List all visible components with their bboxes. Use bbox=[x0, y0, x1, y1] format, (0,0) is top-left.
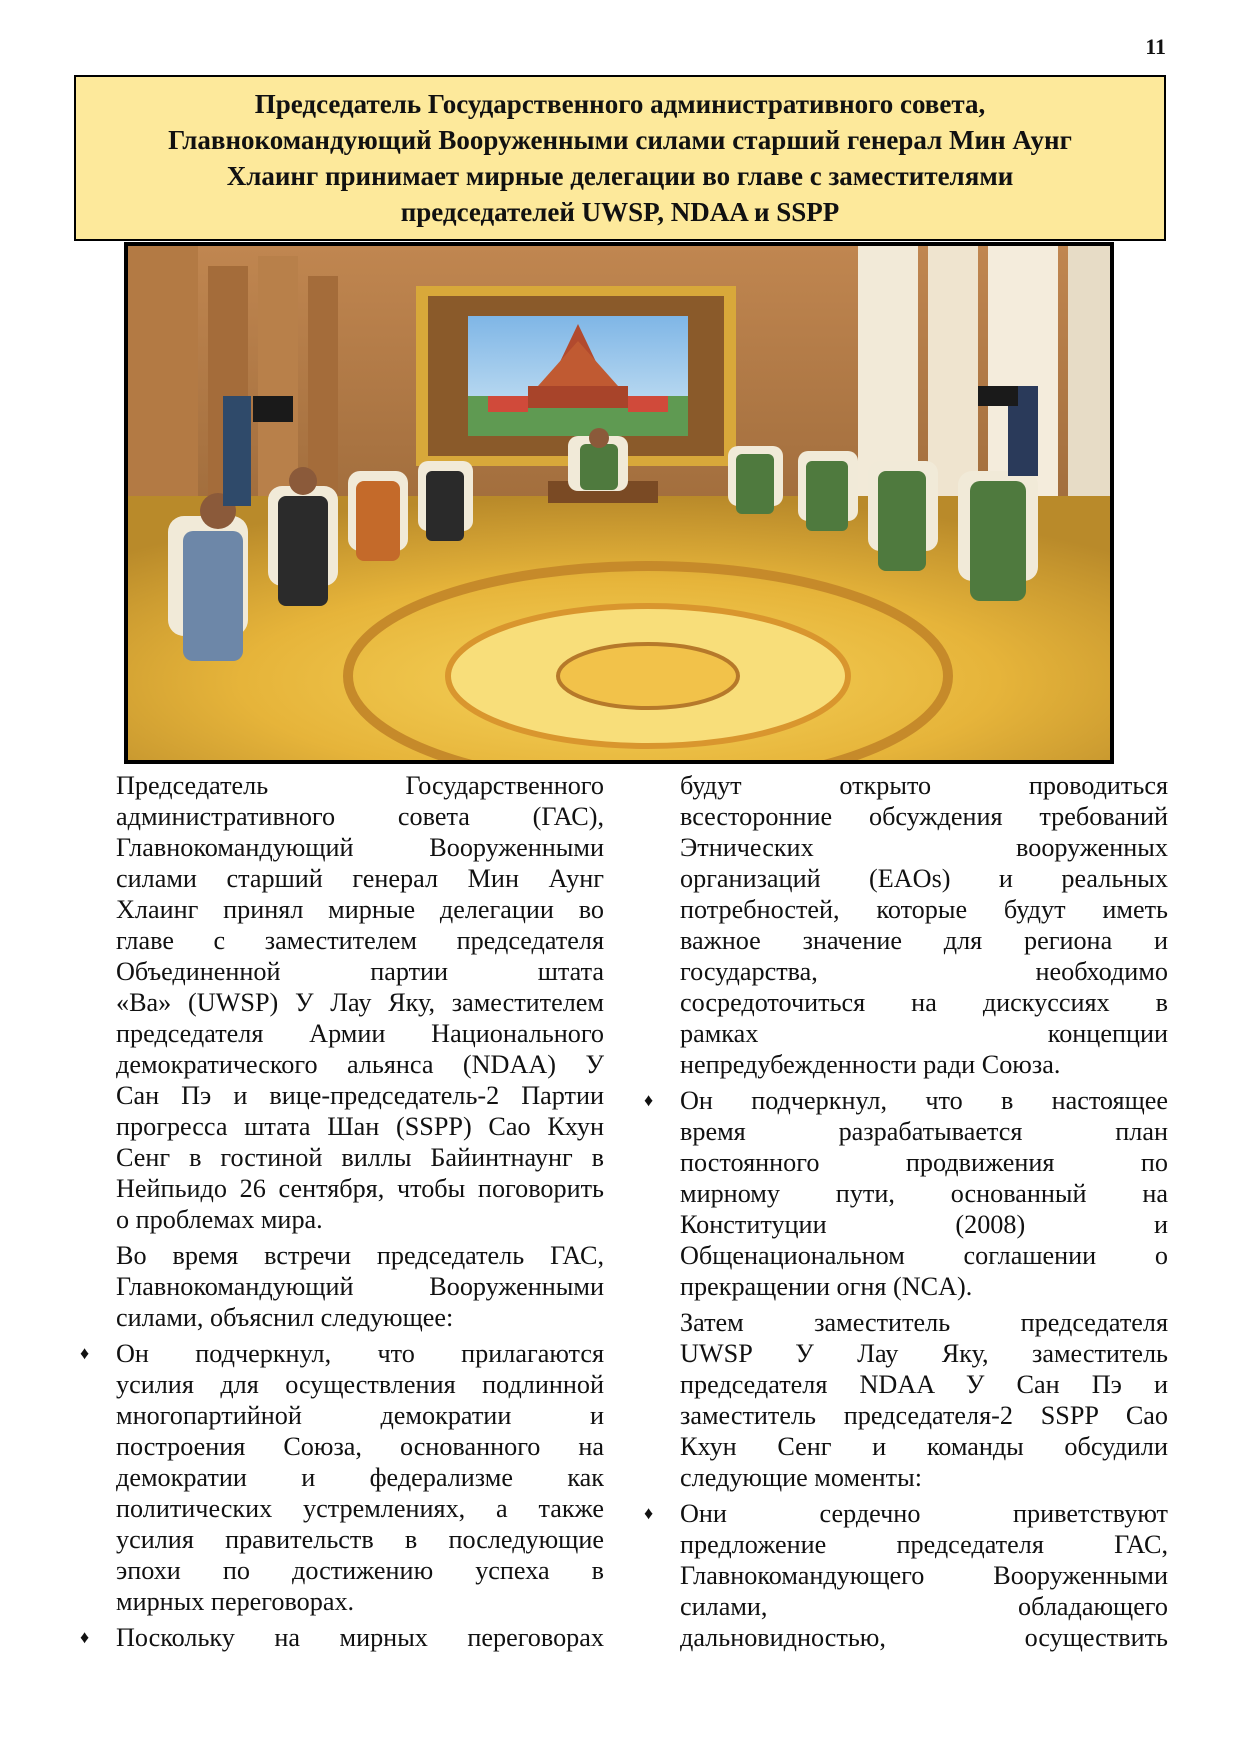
text-line: Хлаинг принял мирные делегации во bbox=[116, 895, 604, 924]
headline-box bbox=[74, 75, 1166, 241]
text-line: Кхун Сенг и команды обсудили bbox=[680, 1432, 1168, 1461]
text-line: дальновидностью, осуществить bbox=[680, 1623, 1168, 1652]
text-line: Главнокомандующий Вооруженными bbox=[116, 1272, 604, 1301]
text-line: силами, обладающего bbox=[680, 1592, 1168, 1621]
text-line: мирных переговорах. bbox=[116, 1587, 355, 1616]
diamond-bullet-icon: ♦ bbox=[644, 1503, 654, 1523]
text-line: предложение председателя ГАС, bbox=[680, 1530, 1168, 1559]
intro-paragraph bbox=[80, 770, 604, 1235]
text-line: Конституции (2008) и bbox=[680, 1210, 1168, 1239]
text-line: Сенг в гостиной виллы Байинтнаунг в bbox=[116, 1143, 604, 1172]
text-line: председателя Армии Национального bbox=[116, 1019, 604, 1048]
text-line: Общенациональном соглашении о bbox=[680, 1241, 1168, 1270]
text-line: важное значение для региона и bbox=[680, 926, 1168, 955]
headline-line: Главнокомандующий Вооруженными силами старший генерал Мин Аунг bbox=[168, 125, 1072, 155]
text-line: усилия правительств в последующие bbox=[116, 1525, 604, 1554]
text-line: непредубежденности ради Союза. bbox=[680, 1050, 1061, 1079]
diamond-bullet-icon: ♦ bbox=[80, 1627, 90, 1647]
headline-line: председателей UWSP, NDAA и SSPP bbox=[400, 197, 840, 227]
meeting-hall-illustration bbox=[128, 246, 1110, 760]
text-line: время разрабатывается план bbox=[680, 1117, 1168, 1146]
text-line: Он подчеркнул, что прилагаются bbox=[116, 1339, 604, 1368]
text-line: сосредоточиться на дискуссиях в bbox=[680, 988, 1168, 1017]
text-line: эпохи по достижению успеха в bbox=[116, 1556, 604, 1585]
text-line: демократического альянса (NDAA) У bbox=[116, 1050, 604, 1079]
headline-line: Председатель Государственного административного совета, bbox=[254, 89, 986, 119]
text-line: построения Союза, основанного на bbox=[116, 1432, 604, 1461]
text-line: будут открыто проводиться bbox=[680, 771, 1168, 800]
text-line: политических устремлениях, а также bbox=[116, 1494, 604, 1523]
meeting-paragraph bbox=[80, 1240, 604, 1333]
text-line: усилия для осуществления подлинной bbox=[116, 1370, 604, 1399]
text-line: Объединенной партии штата bbox=[116, 957, 604, 986]
text-line: следующие моменты: bbox=[680, 1463, 922, 1492]
text-line: многопартийной демократии и bbox=[116, 1401, 604, 1430]
text-line: Председатель Государственного bbox=[116, 771, 604, 800]
text-line: рамках концепции bbox=[680, 1019, 1168, 1048]
bullet-item bbox=[80, 1338, 604, 1617]
text-line: о проблемах мира. bbox=[116, 1205, 323, 1234]
text-line: Нейпьидо 26 сентября, чтобы поговорить bbox=[116, 1174, 604, 1203]
text-line: «Ва» (UWSP) У Лау Яку, заместителем bbox=[116, 988, 604, 1017]
text-line: Этнических вооруженных bbox=[680, 833, 1168, 862]
text-line: мирному пути, основанный на bbox=[680, 1179, 1168, 1208]
text-line: прогресса штата Шан (SSPP) Сао Кхун bbox=[116, 1112, 604, 1141]
text-line: Во время встречи председатель ГАС, bbox=[116, 1241, 604, 1270]
article-column-left bbox=[80, 770, 604, 1658]
article-column-right bbox=[644, 770, 1168, 1658]
meeting-photo bbox=[124, 242, 1114, 764]
bullet-continuation bbox=[644, 770, 1168, 1080]
text-line: силами старший генерал Мин Аунг bbox=[116, 864, 604, 893]
text-line: заместитель председателя-2 SSPP Сао bbox=[680, 1401, 1168, 1430]
bullet-item bbox=[80, 1622, 604, 1653]
text-line: Они сердечно приветствуют bbox=[680, 1499, 1168, 1528]
text-line: Главнокомандующего Вооруженными bbox=[680, 1561, 1168, 1590]
text-line: главе с заместителем председателя bbox=[116, 926, 604, 955]
text-line: организаций (EAOs) и реальных bbox=[680, 864, 1168, 893]
text-line: прекращении огня (NCA). bbox=[680, 1272, 973, 1301]
text-line: государства, необходимо bbox=[680, 957, 1168, 986]
bullet-item bbox=[644, 1498, 1168, 1653]
headline-line: Хлаинг принимает мирные делегации во главе с заместителями bbox=[226, 161, 1014, 191]
text-line: Поскольку на мирных переговорах bbox=[116, 1623, 604, 1652]
text-line: UWSP У Лау Яку, заместитель bbox=[680, 1339, 1168, 1368]
text-line: Он подчеркнул, что в настоящее bbox=[680, 1086, 1168, 1115]
diamond-bullet-icon: ♦ bbox=[644, 1090, 654, 1110]
text-line: постоянного продвижения по bbox=[680, 1148, 1168, 1177]
page-number: 11 bbox=[1145, 34, 1166, 59]
text-line: Сан Пэ и вице-председатель-2 Партии bbox=[116, 1081, 604, 1110]
text-line: всесторонние обсуждения требований bbox=[680, 802, 1168, 831]
diamond-bullet-icon: ♦ bbox=[80, 1343, 90, 1363]
text-line: административного совета (ГАС), bbox=[116, 802, 604, 831]
text-line: потребностей, которые будут иметь bbox=[680, 895, 1168, 924]
discussion-paragraph bbox=[644, 1307, 1168, 1493]
text-line: демократии и федерализме как bbox=[116, 1463, 604, 1492]
text-line: Главнокомандующий Вооруженными bbox=[116, 833, 604, 862]
text-line: председателя NDAA У Сан Пэ и bbox=[680, 1370, 1168, 1399]
text-line: Затем заместитель председателя bbox=[680, 1308, 1168, 1337]
text-line: силами, объяснил следующее: bbox=[116, 1303, 454, 1332]
bullet-item bbox=[644, 1085, 1168, 1302]
